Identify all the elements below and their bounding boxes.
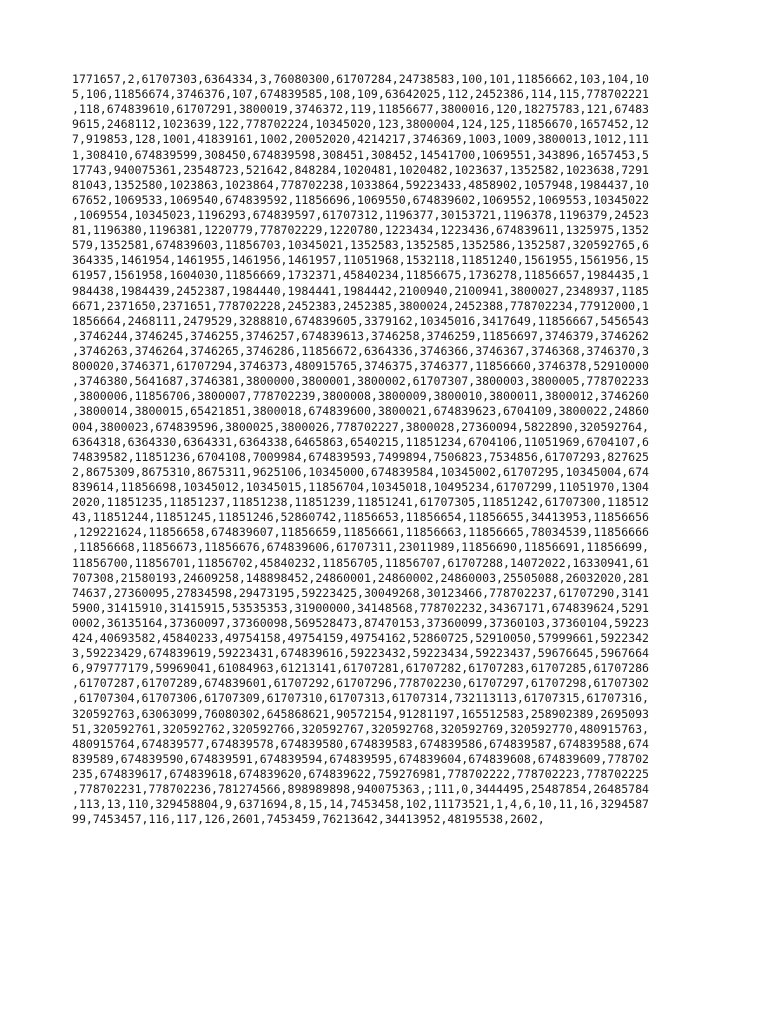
text-line: 99,7453457,116,117,126,2601,7453459,76213642,34413952,48195538,2602,	[72, 812, 545, 827]
text-line: ,3746263,3746264,3746265,3746286,11856672,6364336,3746366,3746367,3746368,3746370,3	[72, 343, 650, 358]
number-list-text	[72, 72, 696, 827]
text-line: 800020,3746371,61707294,3746373,480915765,3746375,3746377,11856660,3746378,52910000	[72, 359, 650, 374]
text-line: 0002,36135164,37360097,37360098,569528473,87470153,37360099,37360103,37360104,59223	[72, 615, 650, 630]
text-line: 81,1196380,1196381,1220779,778702229,1220780,1223434,1223436,674839611,1325975,1352	[72, 223, 650, 238]
text-line: 9615,2468112,1023639,122,778702224,10345020,123,3800004,124,125,11856670,1657452,12	[72, 117, 650, 132]
text-line: 839614,11856698,10345012,10345015,11856704,10345018,10495234,61707299,11051970,1304	[72, 479, 650, 494]
text-line: ,1069554,10345023,1196293,674839597,61707312,1196377,30153721,1196378,1196379,24523	[72, 207, 650, 222]
text-line: 11856700,11856701,11856702,45840232,11856705,11856707,61707288,14072022,16330941,61	[72, 555, 650, 570]
text-line: 235,674839617,674839618,674839620,674839622,759276981,778702222,778702223,778702225	[72, 767, 650, 782]
text-line: 707308,21580193,24609258,148898452,24860001,24860002,24860003,25505088,26032020,281	[72, 570, 650, 585]
text-line: 1771657,2,61707303,6364334,3,76080300,61707284,24738583,100,101,11856662,103,104,10	[72, 72, 650, 86]
text-line: ,118,674839610,61707291,3800019,3746372,119,11856677,3800016,120,18275783,121,67483	[72, 102, 650, 117]
text-line: 2020,11851235,11851237,11851238,11851239,11851241,61707305,11851242,61707300,118512	[72, 495, 650, 510]
text-line: 424,40693582,45840233,49754158,49754159,49754162,52860725,52910050,57999661,5922342	[72, 631, 650, 646]
text-line: 6364318,6364330,6364331,6364338,6465863,6540215,11851234,6704106,11051969,6704107,6	[72, 434, 650, 449]
text-line: ,11856668,11856673,11856676,674839606,61707311,23011989,11856690,11856691,11856699,	[72, 540, 650, 555]
text-line: 7,919853,128,1001,41839161,1002,20052020,4214217,3746369,1003,1009,3800013,1012,111	[72, 132, 650, 147]
text-line: ,61707304,61707306,61707309,61707310,61707313,61707314,732113113,61707315,61707316,	[72, 691, 650, 706]
text-line: ,778702231,778702236,781274566,898989898,940075363,;111,0,3444495,25487854,26485784	[72, 782, 650, 797]
text-line: ,3746244,3746245,3746255,3746257,674839613,3746258,3746259,11856697,3746379,3746262	[72, 328, 650, 343]
text-line: 74637,27360095,27834598,29473195,59223425,30049268,30123466,778702237,61707290,3141	[72, 585, 650, 600]
text-line: 1856664,2468111,2479529,3288810,674839605,3379162,10345016,3417649,11856667,5456543	[72, 313, 650, 328]
text-line: 81043,1352580,1023863,1023864,778702238,1033864,59223433,4858902,1057948,1984437,10	[72, 177, 650, 192]
text-line: 6671,2371650,2371651,778702228,2452383,2452385,3800024,2452388,778702234,77912000,1	[72, 298, 650, 313]
text-line: ,61707287,61707289,674839601,61707292,61707296,778702230,61707297,61707298,61707302	[72, 676, 650, 691]
text-line: 579,1352581,674839603,11856703,10345021,1352583,1352585,1352586,1352587,320592765,6	[72, 238, 650, 253]
text-line: ,113,13,110,329458804,9,6371694,8,15,14,7453458,102,11173521,1,4,6,10,11,16,3294587	[72, 797, 650, 812]
text-line: 984438,1984439,2452387,1984440,1984441,1984442,2100940,2100941,3800027,2348937,1185	[72, 283, 650, 298]
text-line: 74839582,11851236,6704108,7009984,674839593,7499894,7506823,7534856,61707293,827625	[72, 449, 650, 464]
text-line: 364335,1461954,1461955,1461956,1461957,11051968,1532118,11851240,1561955,1561956,15	[72, 253, 650, 268]
text-line: 004,3800023,674839596,3800025,3800026,778702227,3800028,27360094,5822890,320592764,	[72, 419, 650, 434]
text-line: 1,308410,674839599,308450,674839598,308451,308452,14541700,1069551,343896,1657453,5	[72, 147, 650, 162]
text-line: 67652,1069533,1069540,674839592,11856696,1069550,674839602,1069552,1069553,10345022	[72, 192, 650, 207]
text-line: 61957,1561958,1604030,11856669,1732371,45840234,11856675,1736278,11856657,1984435,1	[72, 268, 650, 283]
text-line: 5,106,11856674,3746376,107,674839585,108,109,63642025,112,2452386,114,115,778702221	[72, 87, 650, 102]
text-line: 17743,940075361,23548723,521642,848284,1020481,1020482,1023637,1352582,1023638,7291	[72, 162, 650, 177]
text-line: 5900,31415910,31415915,53535353,31900000,34148568,778702232,34367171,674839624,5291	[72, 600, 650, 615]
text-line: 320592763,63063099,76080302,645868621,90572154,91281197,165512583,258902389,2695093	[72, 706, 650, 721]
text-line: 6,979777179,59969041,61084963,61213141,61707281,61707282,61707283,61707285,61707286	[72, 661, 650, 676]
text-line: 839589,674839590,674839591,674839594,674839595,674839604,674839608,674839609,778702	[72, 751, 650, 766]
text-line: 43,11851244,11851245,11851246,52860742,11856653,11856654,11856655,34413953,11856656	[72, 510, 650, 525]
text-line: ,3800014,3800015,65421851,3800018,674839600,3800021,674839623,6704109,3800022,24860	[72, 404, 650, 419]
text-line: ,129221624,11856658,674839607,11856659,11856661,11856663,11856665,78034539,11856666	[72, 525, 650, 540]
text-line: 2,8675309,8675310,8675311,9625106,10345000,674839584,10345002,61707295,10345004,674	[72, 464, 650, 479]
text-line: ,3800006,11856706,3800007,778702239,3800008,3800009,3800010,3800011,3800012,3746260	[72, 389, 650, 404]
text-line: 51,320592761,320592762,320592766,320592767,320592768,320592769,320592770,480915763,	[72, 721, 650, 736]
text-line: 480915764,674839577,674839578,674839580,674839583,674839586,674839587,674839588,674	[72, 736, 650, 751]
text-line: ,3746380,5641687,3746381,3800000,3800001,3800002,61707307,3800003,3800005,778702233	[72, 374, 650, 389]
text-line: 3,59223429,674839619,59223431,674839616,59223432,59223434,59223437,59676645,5967664	[72, 646, 650, 661]
